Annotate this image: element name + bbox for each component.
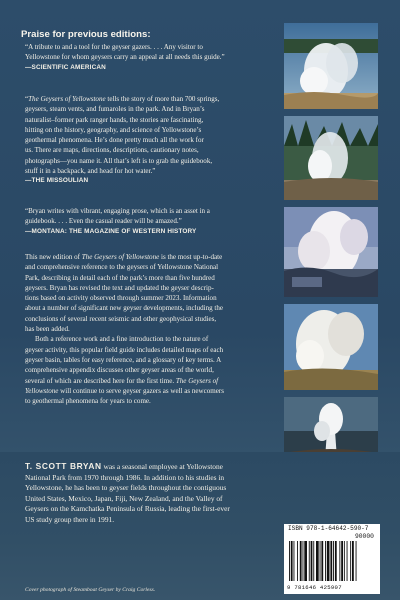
barcode-bar bbox=[320, 541, 321, 581]
barcode-bar bbox=[309, 541, 310, 581]
quote-line: guidebook. . . . Even the casual reader will be amazed.” bbox=[25, 217, 182, 226]
quote-line: Yellowstone for whom geysers carry an appeal at all needs this guide.” bbox=[25, 53, 225, 62]
desc-line: has been added. bbox=[25, 325, 70, 334]
isbn-label: ISBN 978-1-64642-590-7 bbox=[288, 525, 369, 532]
barcode-bar bbox=[313, 541, 314, 581]
quote-line: “The Geysers of Yellowstone tells the story of more than 700 springs, bbox=[25, 95, 220, 103]
desc-line: Park, describing in detail each of the park’s more than five hundred bbox=[25, 273, 215, 282]
desc-line: comprehensive appendix discusses other geyser areas of the world, bbox=[25, 366, 214, 375]
barcode-bar bbox=[335, 541, 337, 581]
geyser-photo-2 bbox=[284, 116, 378, 200]
praise-heading: Praise for previous editions: bbox=[21, 29, 151, 40]
quote-source: —MONTANA: THE MAGAZINE OF WESTERN HISTORY bbox=[25, 227, 197, 235]
barcode-bar bbox=[327, 541, 330, 581]
barcode-bar bbox=[316, 541, 319, 581]
barcode-bar bbox=[344, 541, 345, 581]
quote-line: photographs—you name it. All that’s left is to grab the guidebook, bbox=[25, 156, 213, 165]
bio-line: was a seasonal employee at Yellowstone bbox=[101, 462, 223, 471]
barcode-bar bbox=[325, 541, 326, 581]
barcode-bar bbox=[311, 541, 313, 581]
bio-line: Geysers on the Kamchatka Peninsula of Russia, leading the first-ever bbox=[25, 504, 230, 514]
author-name: T. SCOTT BRYAN bbox=[25, 461, 102, 471]
book-description bbox=[25, 252, 271, 406]
barcode-bar bbox=[356, 541, 357, 581]
photo-credit: Cover photograph of Steamboat Geyser by Craig Corless. bbox=[25, 587, 156, 593]
quote-line: geothermal phenomena. He’s done pretty much all the work for bbox=[25, 136, 204, 145]
barcode-bar bbox=[350, 541, 351, 581]
bio-line: US study group there in 1991. bbox=[25, 514, 115, 524]
desc-line: geyser basin, tables for easy reference, and a glossary of key terms. A bbox=[25, 355, 222, 364]
bio-line: Yellowstone, he has been to geyser fields throughout the contiguous bbox=[25, 483, 227, 493]
barcode-bar bbox=[339, 541, 340, 581]
quote-line: geysers, steam vents, and fumaroles in the park. And in Bryan’s bbox=[25, 105, 205, 114]
quote-source: —SCIENTIFIC AMERICAN bbox=[25, 63, 106, 71]
barcode-bar bbox=[321, 541, 323, 581]
quote-source: —THE MISSOULIAN bbox=[25, 177, 89, 185]
desc-line: about a number of significant new geyser developments, including the bbox=[25, 304, 224, 313]
bio-line: National Park from 1970 through 1986. In addition to his studies in bbox=[25, 472, 225, 482]
barcode-bar bbox=[341, 541, 343, 581]
desc-line: geyser activity, this popular field guide includes detailed maps of each bbox=[25, 345, 224, 354]
barcode-bar bbox=[304, 541, 307, 581]
geyser-photo-1 bbox=[284, 23, 378, 109]
quote-line: naturalist–former park ranger hands, the stories are fascinating, bbox=[25, 115, 204, 124]
barcode-bar bbox=[333, 541, 334, 581]
barcode-bar bbox=[352, 541, 354, 581]
desc-line: geysers. Bryan has revised the text and updated the geyser descrip- bbox=[25, 283, 214, 292]
desc-line: several of which are described here for the first time. The Geysers of bbox=[25, 376, 219, 385]
praise-quote-1 bbox=[25, 42, 270, 73]
price-code: 90000 bbox=[355, 533, 374, 540]
description-paragraph-1 bbox=[25, 252, 271, 334]
quote-line: “A tribute to and a tool for the geyser gazers. . . . Any visitor to bbox=[25, 43, 203, 51]
desc-line: Yellowstone will continue to serve geyser gazers as well as newcomers bbox=[25, 386, 224, 395]
barcode-bar bbox=[291, 541, 293, 581]
desc-line: Both a reference work and a fine introduction to the nature of bbox=[35, 335, 209, 344]
desc-line: tions based on activity observed through summer 2023. Information bbox=[25, 294, 217, 303]
barcode-bar bbox=[347, 541, 348, 581]
quote-line: hitting on the history, geography, and science of Yellowstone’s bbox=[25, 125, 202, 134]
barcode-bar bbox=[297, 541, 298, 581]
quote-line: us. There are maps, directions, descriptions, cautionary notes, bbox=[25, 146, 199, 155]
barcode-bars bbox=[288, 541, 378, 583]
barcode-bar bbox=[303, 541, 304, 581]
desc-line: and comprehensive reference to the geysers of Yellowstone National bbox=[25, 263, 219, 272]
praise-quote-3 bbox=[25, 206, 270, 237]
isbn-barcode bbox=[284, 524, 380, 594]
bio-line: United States, Mexico, Japan, Fiji, New Zealand, and the Valley of bbox=[25, 493, 223, 503]
praise-quote-2 bbox=[25, 94, 270, 186]
desc-line: to geothermal phenomena for years to come. bbox=[25, 397, 151, 406]
barcode-bar bbox=[300, 541, 302, 581]
author-bio bbox=[25, 461, 380, 526]
barcode-bar bbox=[289, 541, 290, 581]
desc-line: This new edition of The Geysers of Yellowstone is the most up-to-date bbox=[25, 253, 223, 261]
desc-line: conclusions of several recent seismic and other geophysical studies, bbox=[25, 314, 217, 323]
barcode-bar bbox=[330, 541, 332, 581]
geyser-photo-4 bbox=[284, 304, 378, 390]
description-paragraph-2 bbox=[25, 334, 271, 406]
quote-line: “Bryan writes with vibrant, engaging prose, which is an asset in a bbox=[25, 207, 210, 215]
barcode-bar bbox=[294, 541, 295, 581]
geyser-photo-3 bbox=[284, 207, 378, 297]
quote-line: stuff it in a backpack, and head for hot water.” bbox=[25, 167, 156, 176]
isbn-digits: 9 781646 425907 bbox=[287, 584, 342, 591]
